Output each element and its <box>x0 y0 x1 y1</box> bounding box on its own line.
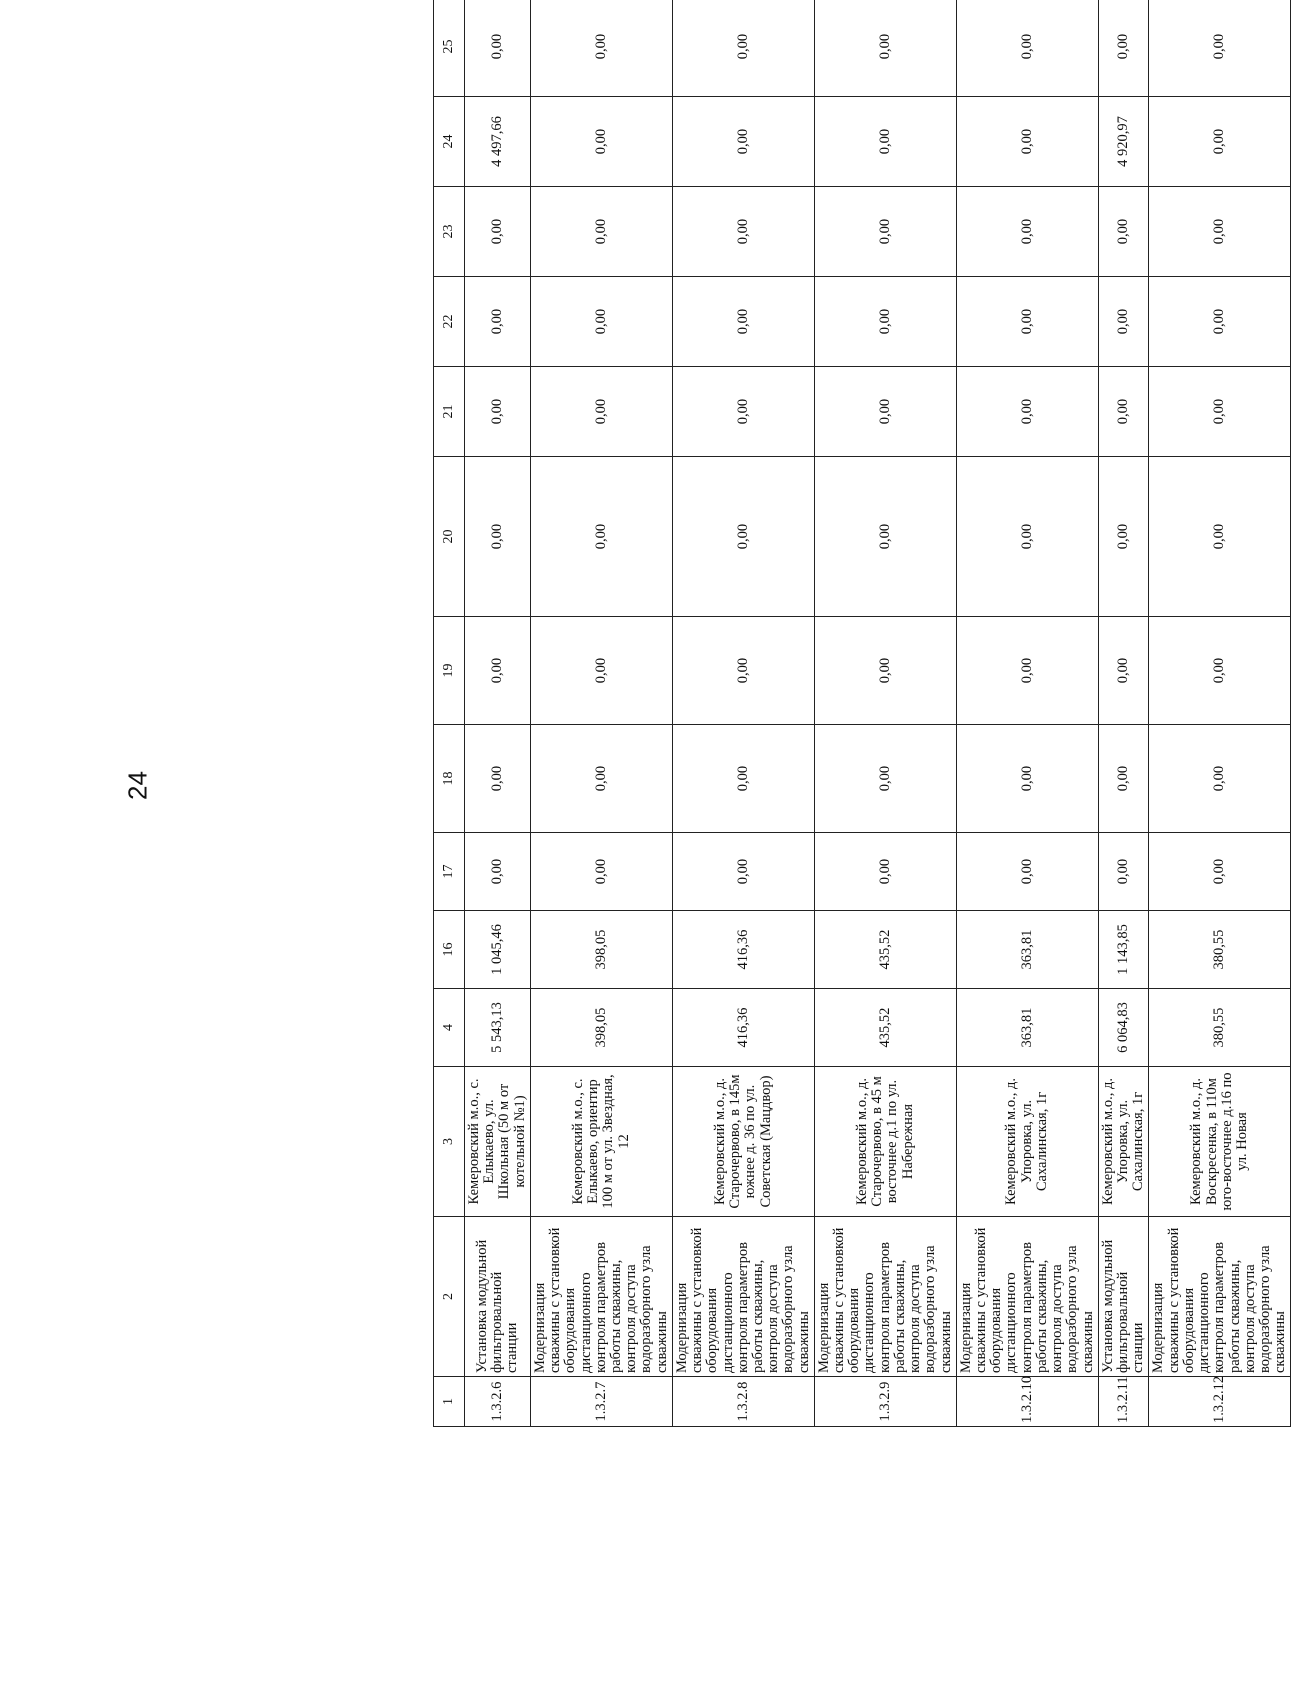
column-header: 4 <box>434 989 465 1067</box>
total-cell: 435,52 <box>814 989 956 1067</box>
year-cell: 0,00 <box>672 0 814 97</box>
table-row <box>1149 0 1291 1427</box>
year-cell: 0,00 <box>1098 457 1149 617</box>
work-name-cell: Модернизация скважины с установкой оборудования дистанционного контроля параметров работы скважины, контроля доступа водоразборного узла скважины <box>814 1217 956 1377</box>
year-cell: 0,00 <box>1149 725 1291 833</box>
row-code-cell: 1.3.2.6 <box>465 1377 531 1427</box>
year-cell: 0,00 <box>814 725 956 833</box>
year-cell: 0,00 <box>814 457 956 617</box>
year-cell: 0,00 <box>956 187 1098 277</box>
year-cell: 0,00 <box>1149 97 1291 187</box>
total-cell: 5 543,13 <box>465 989 531 1067</box>
total-cell: 398,05 <box>530 989 672 1067</box>
address-cell: Кемеровский м.о., д. Упоровка, ул. Сахалинская, 1г <box>1098 1067 1149 1217</box>
column-header: 1 <box>434 1377 465 1427</box>
year-cell: 0,00 <box>530 617 672 725</box>
year-cell: 0,00 <box>465 367 531 457</box>
year-cell: 0,00 <box>956 0 1098 97</box>
table-row <box>465 0 531 1427</box>
year-cell: 4 497,66 <box>465 97 531 187</box>
year-cell: 0,00 <box>814 277 956 367</box>
year-cell: 0,00 <box>530 97 672 187</box>
year-cell: 0,00 <box>814 617 956 725</box>
column-header: 20 <box>434 457 465 617</box>
work-name-cell: Модернизация скважины с установкой оборудования дистанционного контроля параметров работы скважины, контроля доступа водоразборного узла скважины <box>1149 1217 1291 1377</box>
address-cell: Кемеровский м.о., д. Старочервово, в 145м южнее д. 36 по ул. Советская (Мацдвор) <box>672 1067 814 1217</box>
row-code-cell: 1.3.2.10 <box>956 1377 1098 1427</box>
year-cell: 0,00 <box>956 617 1098 725</box>
year-cell: 0,00 <box>672 277 814 367</box>
total-cell: 363,81 <box>956 989 1098 1067</box>
year-cell: 0,00 <box>956 97 1098 187</box>
total-cell: 416,36 <box>672 989 814 1067</box>
column-header: 25 <box>434 0 465 97</box>
address-cell: Кемеровский м.о., с. Елыкаево, ориентир 100 м от ул. Звездная, 12 <box>530 1067 672 1217</box>
column-header: 2 <box>434 1217 465 1377</box>
year-cell: 0,00 <box>465 277 531 367</box>
column-header: 3 <box>434 1067 465 1217</box>
work-name-cell: Модернизация скважины с установкой оборудования дистанционного контроля параметров работы скважины, контроля доступа водоразборного узла скважины <box>956 1217 1098 1377</box>
year-cell: 0,00 <box>814 367 956 457</box>
year-cell: 0,00 <box>530 725 672 833</box>
year-cell: 1 045,46 <box>465 911 531 989</box>
year-cell: 0,00 <box>672 187 814 277</box>
year-cell: 0,00 <box>530 457 672 617</box>
table-row <box>956 0 1098 1427</box>
year-cell: 0,00 <box>465 725 531 833</box>
year-cell: 0,00 <box>465 457 531 617</box>
year-cell: 416,36 <box>672 911 814 989</box>
column-header: 19 <box>434 617 465 725</box>
row-code-cell: 1.3.2.9 <box>814 1377 956 1427</box>
year-cell: 0,00 <box>530 0 672 97</box>
year-cell: 0,00 <box>814 0 956 97</box>
address-cell: Кемеровский м.о., д. Воскресенка, в 110м юго-восточнее д.16 по ул. Новая <box>1149 1067 1291 1217</box>
year-cell: 0,00 <box>1098 0 1149 97</box>
total-cell: 6 064,83 <box>1098 989 1149 1067</box>
year-cell: 0,00 <box>672 457 814 617</box>
column-header: 22 <box>434 277 465 367</box>
work-name-cell: Установка модульной фильтровальной станции <box>1098 1217 1149 1377</box>
year-cell: 0,00 <box>672 725 814 833</box>
work-name-cell: Модернизация скважины с установкой оборудования дистанционного контроля параметров работы скважины, контроля доступа водоразборного узла скважины <box>530 1217 672 1377</box>
work-name-cell: Установка модульной фильтровальной станции <box>465 1217 531 1377</box>
table-header-row <box>434 0 465 1427</box>
year-cell: 380,55 <box>1149 911 1291 989</box>
year-cell: 0,00 <box>672 367 814 457</box>
year-cell: 0,00 <box>1149 277 1291 367</box>
address-cell: Кемеровский м.о., д. Старочервово, в 45 м восточнее д.1 по ул. Набережная <box>814 1067 956 1217</box>
year-cell: 0,00 <box>465 617 531 725</box>
table-container <box>433 0 1289 1427</box>
year-cell: 0,00 <box>1149 367 1291 457</box>
year-cell: 0,00 <box>1149 617 1291 725</box>
year-cell: 363,81 <box>956 911 1098 989</box>
table-row <box>672 0 814 1427</box>
data-table <box>433 0 1291 1427</box>
year-cell: 0,00 <box>1098 277 1149 367</box>
year-cell: 0,00 <box>530 833 672 911</box>
year-cell: 0,00 <box>465 833 531 911</box>
page-number: 24 <box>122 771 153 800</box>
year-cell: 0,00 <box>1149 0 1291 97</box>
column-header: 17 <box>434 833 465 911</box>
year-cell: 0,00 <box>956 367 1098 457</box>
year-cell: 0,00 <box>465 0 531 97</box>
column-header: 16 <box>434 911 465 989</box>
year-cell: 0,00 <box>1098 833 1149 911</box>
year-cell: 0,00 <box>672 617 814 725</box>
year-cell: 0,00 <box>1149 187 1291 277</box>
column-header: 24 <box>434 97 465 187</box>
year-cell: 0,00 <box>956 277 1098 367</box>
year-cell: 4 920,97 <box>1098 97 1149 187</box>
year-cell: 0,00 <box>1098 617 1149 725</box>
address-cell: Кемеровский м.о., д. Упоровка, ул. Сахалинская, 1г <box>956 1067 1098 1217</box>
year-cell: 0,00 <box>814 97 956 187</box>
column-header: 21 <box>434 367 465 457</box>
table-row <box>814 0 956 1427</box>
total-cell: 380,55 <box>1149 989 1291 1067</box>
year-cell: 1 143,85 <box>1098 911 1149 989</box>
year-cell: 0,00 <box>672 97 814 187</box>
row-code-cell: 1.3.2.11 <box>1098 1377 1149 1427</box>
year-cell: 0,00 <box>1149 457 1291 617</box>
year-cell: 0,00 <box>530 277 672 367</box>
year-cell: 0,00 <box>1098 367 1149 457</box>
row-code-cell: 1.3.2.12 <box>1149 1377 1291 1427</box>
address-cell: Кемеровский м.о., с. Елыкаево, ул. Школьная (50 м от котельной №1) <box>465 1067 531 1217</box>
year-cell: 0,00 <box>1098 187 1149 277</box>
column-header: 23 <box>434 187 465 277</box>
year-cell: 0,00 <box>1149 833 1291 911</box>
year-cell: 0,00 <box>465 187 531 277</box>
column-header: 18 <box>434 725 465 833</box>
year-cell: 0,00 <box>672 833 814 911</box>
row-code-cell: 1.3.2.7 <box>530 1377 672 1427</box>
year-cell: 0,00 <box>530 187 672 277</box>
row-code-cell: 1.3.2.8 <box>672 1377 814 1427</box>
year-cell: 435,52 <box>814 911 956 989</box>
year-cell: 0,00 <box>530 367 672 457</box>
year-cell: 0,00 <box>956 725 1098 833</box>
year-cell: 0,00 <box>956 457 1098 617</box>
year-cell: 0,00 <box>1098 725 1149 833</box>
table-row <box>530 0 672 1427</box>
year-cell: 398,05 <box>530 911 672 989</box>
year-cell: 0,00 <box>814 833 956 911</box>
year-cell: 0,00 <box>956 833 1098 911</box>
work-name-cell: Модернизация скважины с установкой оборудования дистанционного контроля параметров работы скважины, контроля доступа водоразборного узла скважины <box>672 1217 814 1377</box>
year-cell: 0,00 <box>814 187 956 277</box>
table-row <box>1098 0 1149 1427</box>
